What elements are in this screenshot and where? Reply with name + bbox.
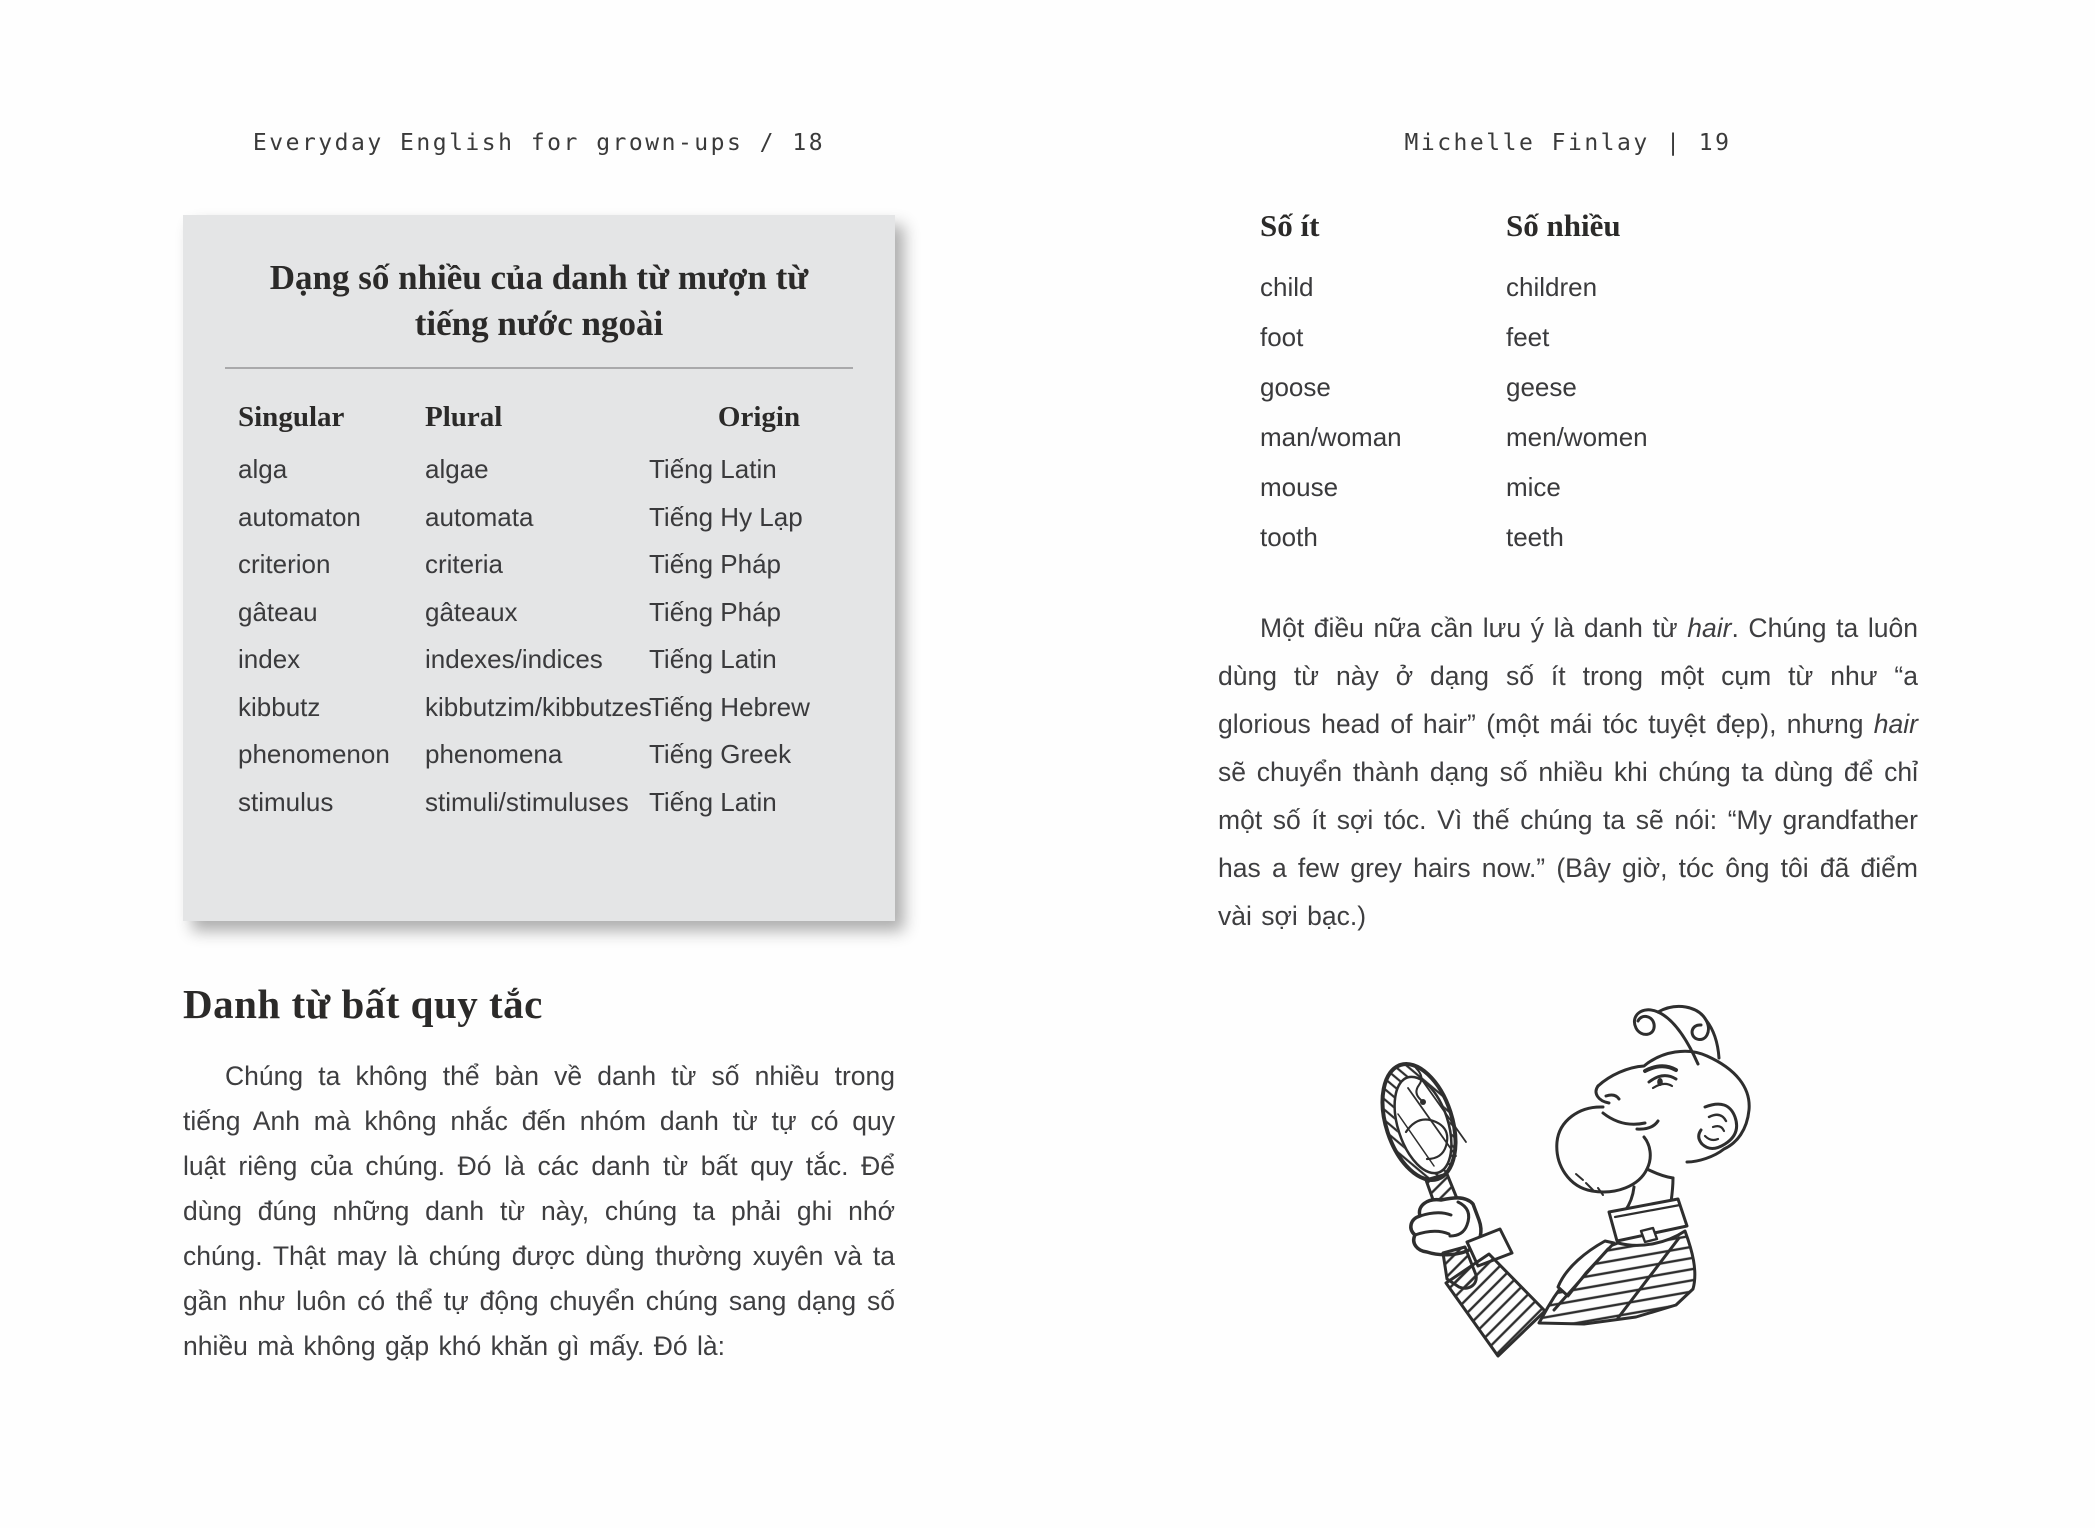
man-head [1557,1006,1749,1211]
cell-plural: kibbutzim/kibbutzes [425,691,652,722]
cell-singular: index [238,644,301,675]
column-header-origin: Origin [717,401,801,434]
man-mirror-illustration [1346,990,1816,1420]
cell-origin: Tiếng Greek [649,739,792,770]
list-cell-plural: feet [1506,322,1550,352]
cell-singular: criterion [238,549,331,580]
hand-and-arm [1411,1198,1545,1356]
cell-plural: stimuli/stimuluses [425,786,629,817]
list-cell-plural: children [1506,272,1598,302]
list-cell-plural: teeth [1506,522,1564,552]
section-heading-irregular-nouns: Danh từ bất quy tắc [183,981,543,1027]
man-jacket [1539,1199,1695,1324]
irregular-nouns-paragraph: Chúng ta không thể bàn về danh từ số nhiều trong tiếng Anh mà không nhắc đến nhóm danh từ tự có quy luật riêng của chúng. Đó là các danh từ bất quy tắc. Để dùng đúng những danh từ này, chúng ta phải ghi nhớ chúng. Thật may là chúng được dùng thường xuyên và ta gần như luôn có thể tự động chuyển chúng sang dạng số nhiều mà không gặp khó khăn gì mấy. Đó là: [183,1061,895,1361]
cell-origin: Tiếng Latin [649,454,777,485]
cell-singular: alga [238,454,288,485]
list-cell-singular: man/woman [1260,422,1402,452]
list-header-singular: Số ít [1260,208,1320,243]
list-cell-singular: mouse [1260,472,1339,502]
hand-mirror [1369,1055,1469,1208]
cell-origin: Tiếng Pháp [649,596,782,627]
running-head-left: Everyday English for grown-ups / 18 [252,130,826,156]
column-header-singular: Singular [238,401,345,434]
running-head-right: Michelle Finlay | 19 [1404,130,1732,156]
cell-origin: Tiếng Hy Lạp [649,501,803,532]
cell-plural: gâteaux [425,596,518,627]
foreign-plurals-card [183,215,895,921]
list-cell-singular: goose [1260,372,1331,402]
list-cell-plural: men/women [1506,422,1648,452]
card-title [183,215,895,347]
cell-singular: automaton [238,501,361,532]
cell-plural: automata [425,501,534,532]
page-left [183,0,895,1528]
list-cell-plural: mice [1506,472,1561,502]
list-cell-singular: tooth [1260,522,1318,552]
cell-origin: Tiếng Hebrew [649,691,810,722]
cell-plural: indexes/indices [425,644,603,675]
cell-origin: Tiếng Latin [649,644,777,675]
cell-origin: Tiếng Pháp [649,549,782,580]
cell-singular: stimulus [238,786,334,817]
list-header-plural: Số nhiều [1506,208,1621,243]
cell-plural: algae [425,454,489,485]
list-cell-singular: child [1260,272,1314,302]
cell-singular: phenomenon [238,739,390,770]
column-header-plural: Plural [425,401,503,434]
foreign-plurals-table [183,369,895,826]
singular-plural-list [1260,208,1648,562]
cell-plural: phenomena [425,739,563,770]
card-title-line2: tiếng nước ngoài [414,304,664,344]
cell-singular: gâteau [238,596,318,627]
page-right [1218,0,1918,1528]
list-cell-plural: geese [1506,372,1577,402]
cell-origin: Tiếng Latin [649,786,777,817]
hair-paragraph: Một điều nữa cần lưu ý là danh từ hair. Chúng ta luôn dùng từ này ở dạng số ít trong một cụm từ như “a glorious head of hair” (một mái tóc tuyệt đẹp), nhưng hair sẽ chuyển thành dạng số nhiều khi chúng ta dùng để chỉ một số ít sợi tóc. Vì thế chúng ta sẽ nói: “My grandfather has a few grey hairs now.” (Bây giờ, tóc ông tôi đã điểm vài sợi bạc.) [1218,613,1918,931]
cell-plural: criteria [425,549,504,580]
card-title-line1: Dạng số nhiều của danh từ mượn từ [269,258,809,297]
list-cell-singular: foot [1260,322,1304,352]
cell-singular: kibbutz [238,691,321,722]
